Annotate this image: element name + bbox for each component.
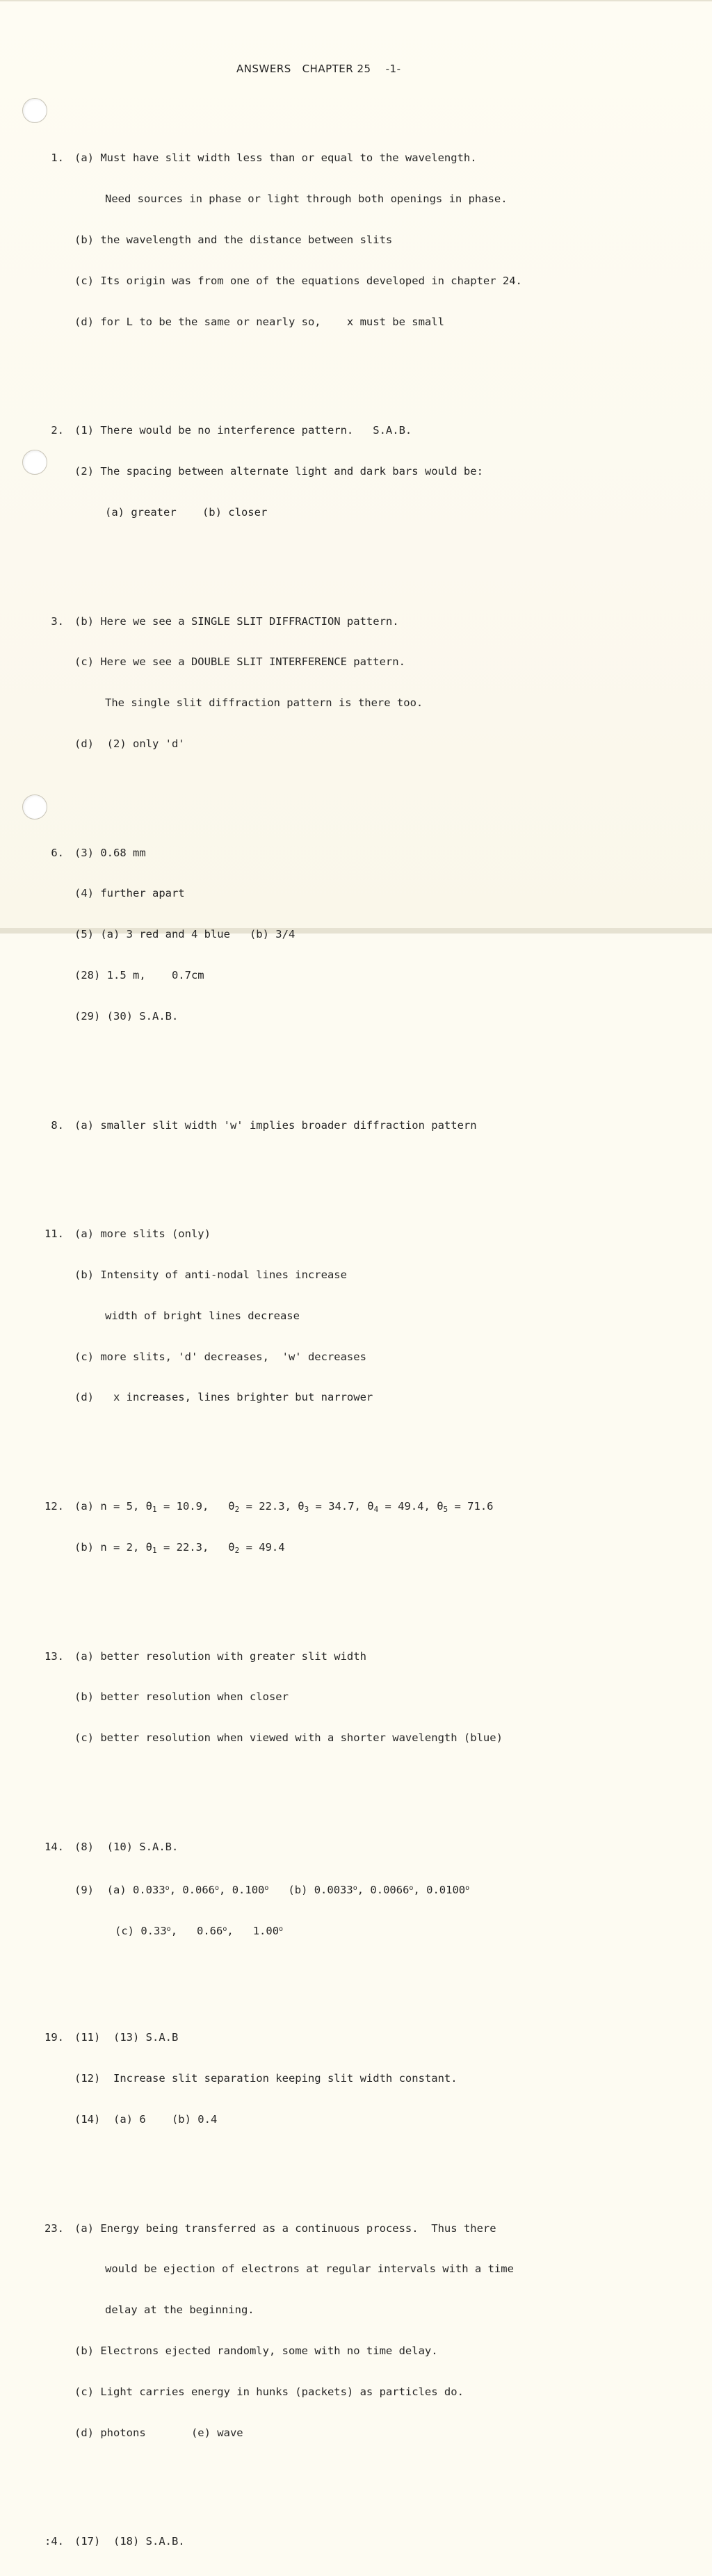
answer-1-line-d [0, 316, 712, 329]
answer-text: (c) better resolution when viewed with a shorter wavelength (blue) [74, 1731, 503, 1745]
answer-1-line-c [0, 275, 712, 288]
answer-11-line-c [0, 1351, 712, 1364]
answer-13-line-a [0, 1650, 712, 1664]
answer-1-line-a [0, 152, 712, 165]
answer-6-line-29 [0, 1010, 712, 1024]
answer-text: (c) Here we see a DOUBLE SLIT INTERFERENCE pattern. [74, 655, 405, 669]
answer-11-line-a [0, 1228, 712, 1241]
header-page-number: -1- [385, 63, 401, 75]
answer-text: (b) Intensity of anti-nodal lines increase [74, 1269, 347, 1282]
answer-text: (28) 1.5 m, 0.7cm [74, 969, 204, 981]
answer-11-line-d [0, 1391, 712, 1405]
answer-24-line [0, 2535, 712, 2549]
answer-text: (5) (a) 3 red and 4 blue (b) 3/4 [74, 928, 296, 941]
answer-19-line-11 [0, 2031, 712, 2045]
paper-top-edge [0, 0, 712, 1]
answer-number: 2. [51, 424, 64, 437]
answer-number: 1. [51, 152, 64, 165]
answer-6-line-28 [0, 969, 712, 983]
answer-text: (9) (a) 0.033$^o$, 0.066$^o$, 0.100$^o$ (b) 0.0033$^o$, 0.0066$^o$, 0.0100$^o$ [74, 1883, 470, 1896]
answer-text: (b) the wavelength and the distance between slits [74, 233, 393, 246]
answer-2-line-3 [0, 506, 712, 520]
answer-number: 3. [51, 614, 64, 628]
answer-6-line-3 [0, 847, 712, 861]
answer-text: (c) 0.33$^o$, 0.66$^o$, 1.00$^o$ [115, 1924, 284, 1937]
answer-text: (b) Here we see a SINGLE SLIT DIFFRACTION pattern. [74, 614, 399, 628]
answer-number: 6. [51, 846, 64, 859]
answer-number: 23. [44, 2222, 64, 2235]
answer-text: (8) (10) S.A.B. [74, 1841, 179, 1853]
header-title: ANSWERS [236, 63, 291, 75]
answer-text: (a) greater (b) closer [105, 505, 268, 519]
answer-2-line-2 [0, 465, 712, 479]
answer-23-line-d [0, 2427, 712, 2440]
answer-text: (11) (13) S.A.B [74, 2031, 179, 2044]
answers-body [0, 97, 712, 2576]
answer-23-line-a3 [0, 2304, 712, 2317]
answer-number: 13. [44, 1649, 64, 1663]
answer-1-line-b [0, 234, 712, 247]
answer-number: 19. [44, 2031, 64, 2044]
answer-23-line-a [0, 2222, 712, 2236]
answer-3-line-b [0, 615, 712, 629]
header-chapter: CHAPTER 25 [302, 63, 371, 75]
answer-text: width of bright lines decrease [105, 1309, 300, 1322]
answer-text: (a) smaller slit width 'w' implies broader diffraction pattern [74, 1118, 477, 1132]
answer-text: delay at the beginning. [105, 2304, 254, 2317]
answer-text: (d) for L to be the same or nearly so, x must be small [74, 315, 444, 328]
answer-6-line-4 [0, 887, 712, 901]
answer-text: (14) (a) 6 (b) 0.4 [74, 2112, 218, 2126]
answer-number: 14. [44, 1841, 64, 1853]
answer-text: (c) Its origin was from one of the equations developed in chapter 24. [74, 274, 522, 287]
answer-11-line-b2 [0, 1310, 712, 1323]
answer-text: (1) There would be no interference pattern. S.A.B. [74, 424, 412, 437]
answer-number: 8. [51, 1118, 64, 1132]
answer-text: Need sources in phase or light through both openings in phase. [105, 193, 508, 206]
answer-text: (4) further apart [74, 887, 185, 900]
answer-19-line-14 [0, 2113, 712, 2127]
answer-text: (b) better resolution when closer [74, 1690, 289, 1704]
answer-text: would be ejection of electrons at regular intervals with a time [105, 2263, 514, 2276]
answer-23-line-b [0, 2345, 712, 2358]
answer-number: 11. [44, 1228, 64, 1241]
answer-text: (c) Light carries energy in hunks (packets) as particles do. [74, 2385, 464, 2398]
answer-text: (2) The spacing between alternate light and dark bars would be: [74, 465, 483, 478]
answer-3-line-d [0, 737, 712, 751]
answer-11-line-b [0, 1269, 712, 1282]
answer-3-line-c [0, 655, 712, 669]
answer-13-line-c [0, 1731, 712, 1745]
answer-text: (a) more slits (only) [74, 1228, 211, 1241]
answer-14-line-c [0, 1923, 712, 1937]
answer-text: (b) Electrons ejected randomly, some with no time delay. [74, 2344, 438, 2357]
answer-23-line-c [0, 2386, 712, 2399]
answer-text: (c) more slits, 'd' decreases, 'w' decreases [74, 1350, 366, 1363]
answer-number: 12. [44, 1500, 64, 1513]
answer-text: (a) Energy being transferred as a continuous process. Thus there [74, 2222, 496, 2235]
answer-text: (29) (30) S.A.B. [74, 1009, 179, 1022]
answer-text: (3) 0.68 mm [74, 846, 146, 859]
answer-2-line-1 [0, 424, 712, 438]
answer-14-line-8 [0, 1841, 712, 1854]
page-header [236, 63, 401, 75]
answer-12-line-a [0, 1500, 712, 1514]
answer-8-line-a [0, 1119, 712, 1133]
answer-text: (a) Must have slit width less than or equal to the wavelength. [74, 152, 477, 165]
answer-19-line-12 [0, 2072, 712, 2086]
answer-3-line-c2 [0, 696, 712, 710]
answer-text: (17) (18) S.A.B. [74, 2535, 185, 2548]
answer-text: The single slit diffraction pattern is there too. [105, 696, 423, 710]
answer-text: (12) Increase slit separation keeping slit width constant. [74, 2072, 458, 2085]
answer-text: (d) (2) only 'd' [74, 737, 185, 750]
answer-14-line-9 [0, 1882, 712, 1896]
answer-1-line-a2 [0, 193, 712, 206]
answer-6-line-5 [0, 928, 712, 942]
answer-13-line-b [0, 1690, 712, 1704]
answer-text: (a) n = 5, $\theta_1 = 10.9$, $\theta_2 = 22.3$, $\theta_3 = 34.7$, $\theta_4 = 49.4$, $\theta_5 = 71.6$ [74, 1500, 494, 1515]
answer-text: (a) better resolution with greater slit width [74, 1649, 366, 1663]
answer-text: (b) n = 2, $\theta_1 = 22.3$, $\theta_2 = 49.4$ [74, 1540, 285, 1555]
answer-text: (d) photons (e) wave [74, 2426, 243, 2439]
answer-12-line-b [0, 1541, 712, 1555]
answer-number: :4. [44, 2535, 64, 2548]
answer-text: (d) x increases, lines brighter but narrower [74, 1391, 373, 1404]
answer-23-line-a2 [0, 2263, 712, 2276]
